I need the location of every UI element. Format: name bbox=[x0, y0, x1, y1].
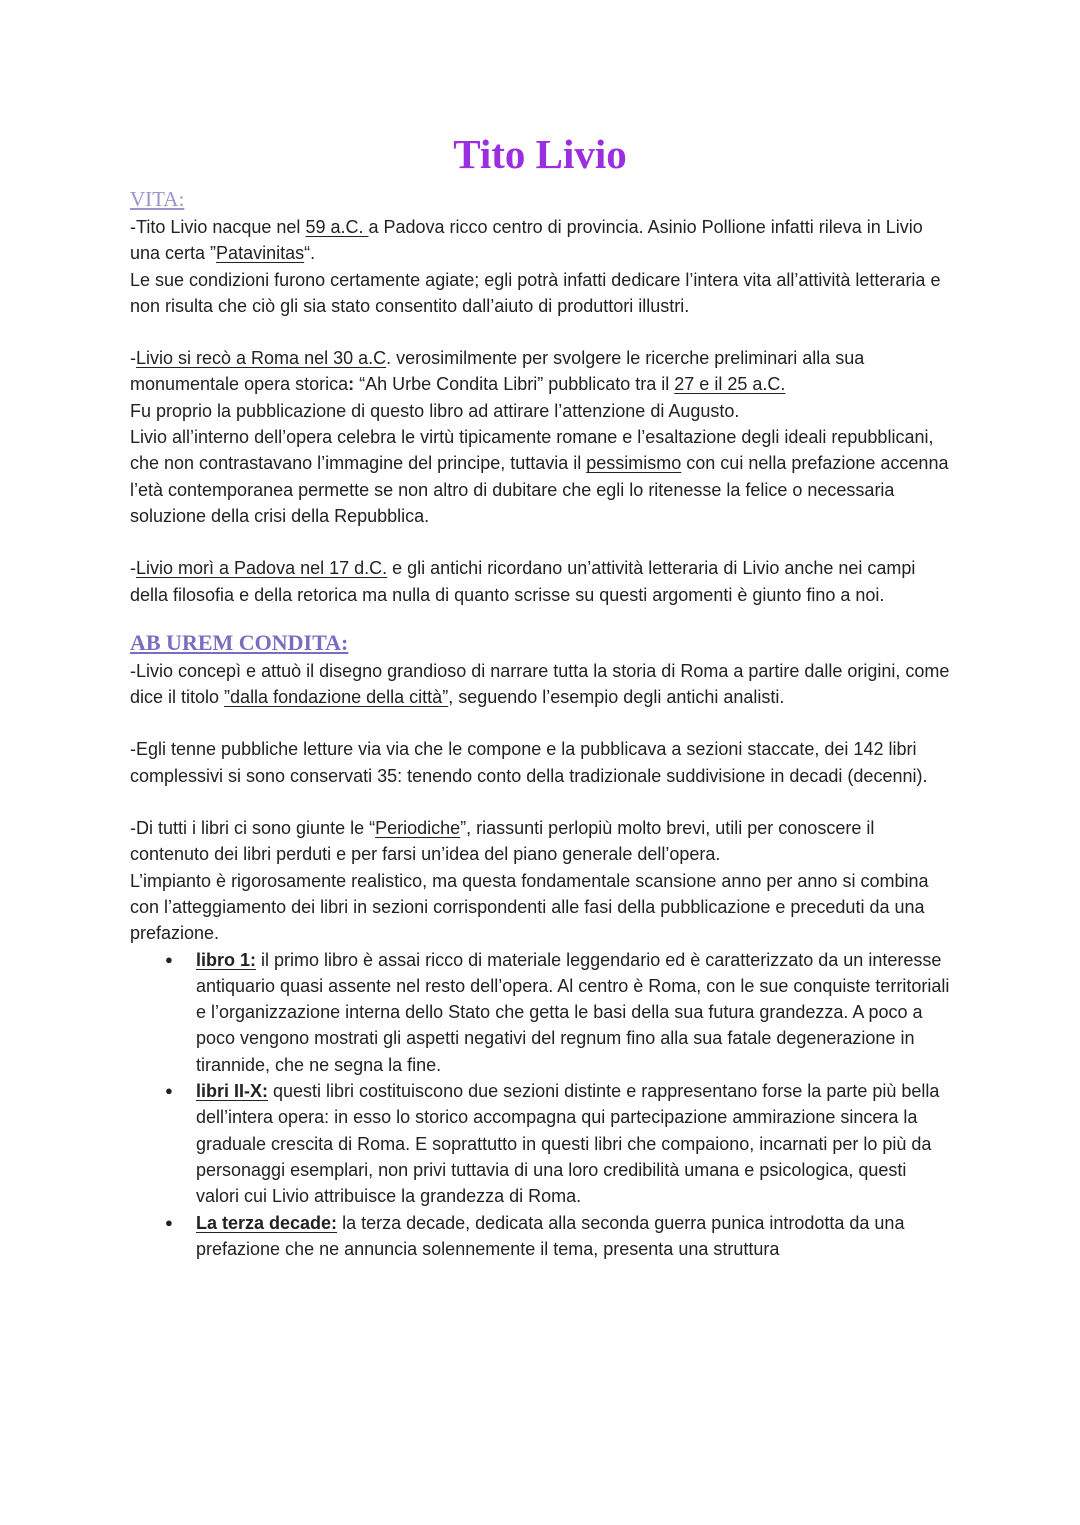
list-item bbox=[130, 947, 950, 1078]
text: Livio all’interno dell’opera celebra le virtù tipicamente romane e l’esaltazione degli ideali repubblicani, che non contrastavano l’immagine del principe, tuttavia il bbox=[130, 427, 934, 474]
underlined-date: 59 a.C. bbox=[305, 217, 369, 237]
list-item-label: libro 1: bbox=[196, 949, 257, 970]
text: -Tito Livio nacque nel bbox=[130, 217, 306, 237]
text: . verosimilmente per svolgere le ricerche preliminari alla sua monumentale opera storica bbox=[130, 348, 865, 395]
underlined-term: pessimismo bbox=[586, 453, 682, 474]
paragraph bbox=[130, 424, 950, 529]
underlined-phrase: Livio si recò a Roma nel 30 a.C bbox=[136, 348, 387, 369]
paragraph bbox=[130, 815, 950, 868]
underlined-phrase: Livio morì a Padova nel 17 d.C. bbox=[136, 558, 388, 579]
list-item bbox=[130, 1078, 950, 1209]
page-title: Tito Livio bbox=[453, 131, 627, 177]
document-body bbox=[130, 184, 950, 1262]
paragraph bbox=[130, 658, 950, 711]
section-heading-ab-urbe: AB UREM CONDITA: bbox=[130, 629, 349, 655]
paragraph: -Egli tenne pubbliche letture via via che le compone e la pubblicava a sezioni staccate, dei 142 libri complessivi si sono conservati 35: tenendo conto della tradizionale suddivisione in decadi (decenni). bbox=[130, 739, 928, 786]
text: , seguendo l’esempio degli antichi analisti. bbox=[448, 687, 785, 708]
paragraph bbox=[130, 214, 950, 267]
underlined-term: Patavinitas bbox=[216, 243, 305, 264]
section-vita bbox=[130, 184, 950, 608]
paragraph: Le sue condizioni furono certamente agiate; egli potrà infatti dedicare l’intera vita all’attività letteraria e non risulta che ciò gli sia stato consentito dall’aiuto di produttori illustri. bbox=[130, 269, 941, 316]
underlined-phrase: ”dalla fondazione della città” bbox=[224, 687, 449, 708]
text: ”, riassunti perlopiù molto brevi, utili per conoscere il contenuto dei libri perduti e per farsi un’idea del piano generale dell’opera. bbox=[130, 818, 875, 865]
text: - bbox=[130, 348, 136, 369]
list-item-text: questi libri costituiscono due sezioni distinte e rappresentano forse la parte più bella dell’intera opera: in esso lo storico accompagna qui partecipazione ammirazione sincera la graduale crescita di Roma. E soprattutto in questi libri che compaiono, incarnati per lo più da personaggi esemplari, non privi tuttavia di una loro credibilità umana e psicologica, questi valori cui Livio attribuisce la grandezza di Roma. bbox=[196, 1081, 940, 1207]
section-heading-vita: VITA: bbox=[130, 187, 185, 211]
list-item-text: il primo libro è assai ricco di materiale leggendario ed è caratterizzato da un interesse antiquario quasi assente nel resto dell’opera. Al centro è Roma, con le sue conquiste territoriali e l’organizzazione interna dello Stato che getta le basi della sua futura grandezza. A poco a poco vengono mostrati gli aspetti negativi del regnum fino alla sua fatale degenerazione in tirannide, che ne segna la fine. bbox=[196, 949, 950, 1075]
list-item-text: la terza decade, dedicata alla seconda guerra punica introdotta da una prefazione che ne annuncia solennemente il tema, presenta una struttura bbox=[196, 1212, 905, 1259]
list-item bbox=[130, 1210, 950, 1263]
paragraph: Fu proprio la pubblicazione di questo libro ad attirare l’attenzione di Augusto. bbox=[130, 400, 740, 421]
underlined-date: 27 e il 25 a.C. bbox=[674, 374, 786, 395]
paragraph bbox=[130, 345, 950, 398]
paragraph: L’impianto è rigorosamente realistico, ma questa fondamentale scansione anno per anno si combina con l’atteggiamento dei libri in sezioni corrispondenti alle fasi della pubblicazione e preceduti da una prefazione. bbox=[130, 870, 929, 944]
books-list bbox=[130, 947, 950, 1263]
text: con cui nella prefazione accenna l’età contemporanea permette se non altro di dubitare che egli lo ritenesse la felice o necessaria soluzione della crisi della Repubblica. bbox=[130, 453, 949, 526]
paragraph bbox=[130, 555, 950, 608]
text: “Ah Urbe Condita Libri” pubblicato tra il bbox=[354, 374, 675, 395]
text: : bbox=[348, 374, 355, 395]
list-item-label: La terza decade: bbox=[196, 1212, 338, 1233]
text: - bbox=[130, 558, 136, 579]
list-item-label: libri II-X: bbox=[196, 1081, 268, 1102]
text: -Di tutti i libri ci sono giunte le “ bbox=[130, 818, 376, 839]
underlined-term: Periodiche bbox=[375, 818, 461, 839]
text: a Padova ricco centro di provincia. Asinio Pollione infatti rileva in Livio una certa ” bbox=[130, 217, 923, 264]
section-ab-urbe-condita bbox=[130, 628, 950, 1262]
text: -Livio concepì e attuò il disegno grandioso di narrare tutta la storia di Roma a partire dalle origini, come dice il titolo bbox=[130, 660, 950, 708]
text: “. bbox=[304, 243, 316, 264]
text: e gli antichi ricordano un’attività letteraria di Livio anche nei campi della filosofia e della retorica ma nulla di quanto scrisse su questi argomenti è giunto fino a noi. bbox=[130, 558, 916, 605]
